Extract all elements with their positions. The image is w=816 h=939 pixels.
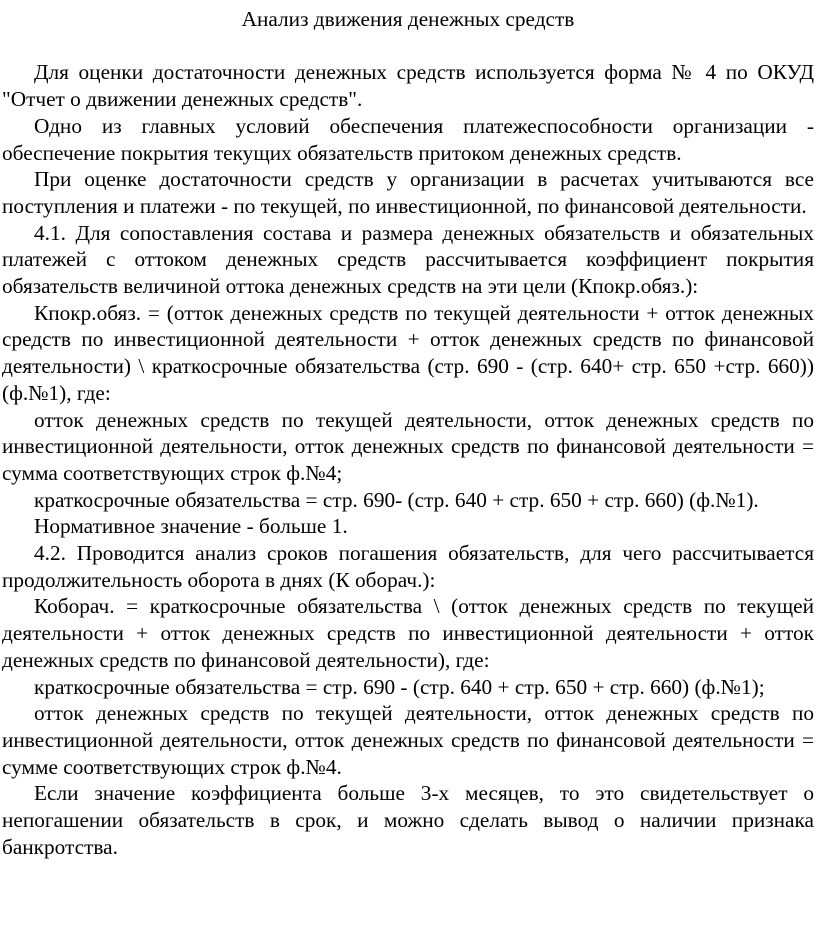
document-title: Анализ движения денежных средств [241, 7, 575, 31]
paragraph-outflow-definition: отток денежных средств по текущей деятельности, отток денежных средств по инвестиционной деятельности, отток денежных средств по финансовой деятельности = сумма соответствующих строк ф.№4; [2, 407, 814, 485]
paragraph-short-term-liabilities: краткосрочные обязательства = стр. 690- (стр. 640 + стр. 650 + стр. 660) (ф.№1). [34, 487, 759, 512]
paragraph-outflow-definition-2: отток денежных средств по текущей деятельности, отток денежных средств по инвестиционной деятельности, отток денежных средств по финансовой деятельности = сумме соответствующих строк ф.№4. [2, 701, 814, 779]
paragraph-section-4-1: 4.1. Для сопоставления состава и размера денежных обязательств и обязательных платежей с оттоком денежных средств рассчитывается коэффициент покрытия обязательств величиной оттока денежных средств на эти цели (Кпокр.обяз.): [2, 220, 814, 299]
paragraph-short-term-liabilities-2: краткосрочные обязательства = стр. 690 - (стр. 640 + стр. 650 + стр. 660) (ф.№1); [34, 674, 765, 699]
paragraph-turnover-formula: Коборач. = краткосрочные обязательства \ (отток денежных средств по текущей деятельности + отток денежных средств по инвестиционной деятельности + отток денежных средств по финансовой деятельности), где: [2, 594, 814, 672]
paragraph-normative-value: Нормативное значение - больше 1. [34, 514, 348, 539]
paragraph-cash-flows: При оценке достаточности средств у организации в расчетах учитываются все поступления и платежи - по текущей, по инвестиционной, по финансовой деятельности. [2, 167, 814, 218]
paragraph-coverage-formula: Кпокр.обяз. = (отток денежных средств по текущей деятельности + отток денежных средств по инвестиционной деятельности + отток денежных средств по финансовой деятельности) \ краткосрочные обязательства (стр. 690 - (стр. 640+ стр. 650 +стр. 660)) (ф.№1), где: [2, 300, 814, 405]
paragraph-section-4-2: 4.2. Проводится анализ сроков погашения обязательств, для чего рассчитывается продолжительность оборота в днях (К оборач.): [2, 541, 814, 592]
paragraph-form4-intro: Для оценки достаточности денежных средств используется форма № 4 по ОКУД "Отчет о движении денежных средств". [2, 60, 814, 112]
paragraph-bankruptcy-conclusion: Если значение коэффициента больше 3-х месяцев, то это свидетельствует о непогашении обязательств в срок, и можно сделать вывод о наличии признака банкротства. [2, 781, 814, 859]
paragraph-solvency-condition: Одно из главных условий обеспечения платежеспособности организации - обеспечение покрытия текущих обязательств притоком денежных средств. [2, 113, 814, 165]
